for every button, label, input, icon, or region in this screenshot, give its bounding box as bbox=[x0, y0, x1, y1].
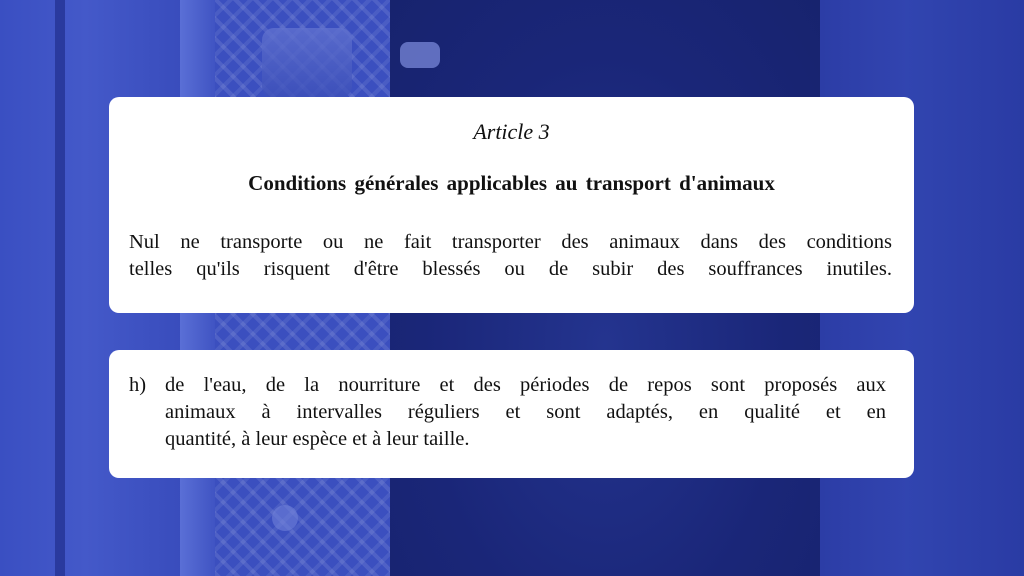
clause-body-line: animaux à intervalles réguliers et sont adaptés, en qualité et en bbox=[165, 401, 886, 423]
background-pin bbox=[400, 42, 440, 68]
article-number: Article 3 bbox=[473, 119, 550, 144]
article-title: Conditions générales applicables au transport d'animaux bbox=[248, 171, 775, 195]
clause-body-line: de l'eau, de la nourriture et des périodes de repos sont proposés aux bbox=[165, 374, 886, 396]
background-right-bar bbox=[905, 0, 1024, 576]
background-latch bbox=[262, 28, 352, 98]
background-bolt bbox=[272, 505, 298, 531]
clause-card bbox=[109, 350, 914, 478]
article-body-line: telles qu'ils risquent d'être blessés ou de subir des souffrances inutiles. bbox=[129, 258, 892, 280]
clause-body bbox=[165, 372, 886, 453]
clause-body-line: quantité, à leur espèce et à leur taille. bbox=[165, 428, 470, 450]
background-door-edge bbox=[55, 0, 65, 576]
clause-marker: h) bbox=[129, 374, 147, 396]
article-card bbox=[109, 97, 914, 313]
article-body-line: Nul ne transporte ou ne fait transporter des animaux dans des conditions bbox=[129, 231, 892, 253]
article-body bbox=[129, 229, 892, 283]
